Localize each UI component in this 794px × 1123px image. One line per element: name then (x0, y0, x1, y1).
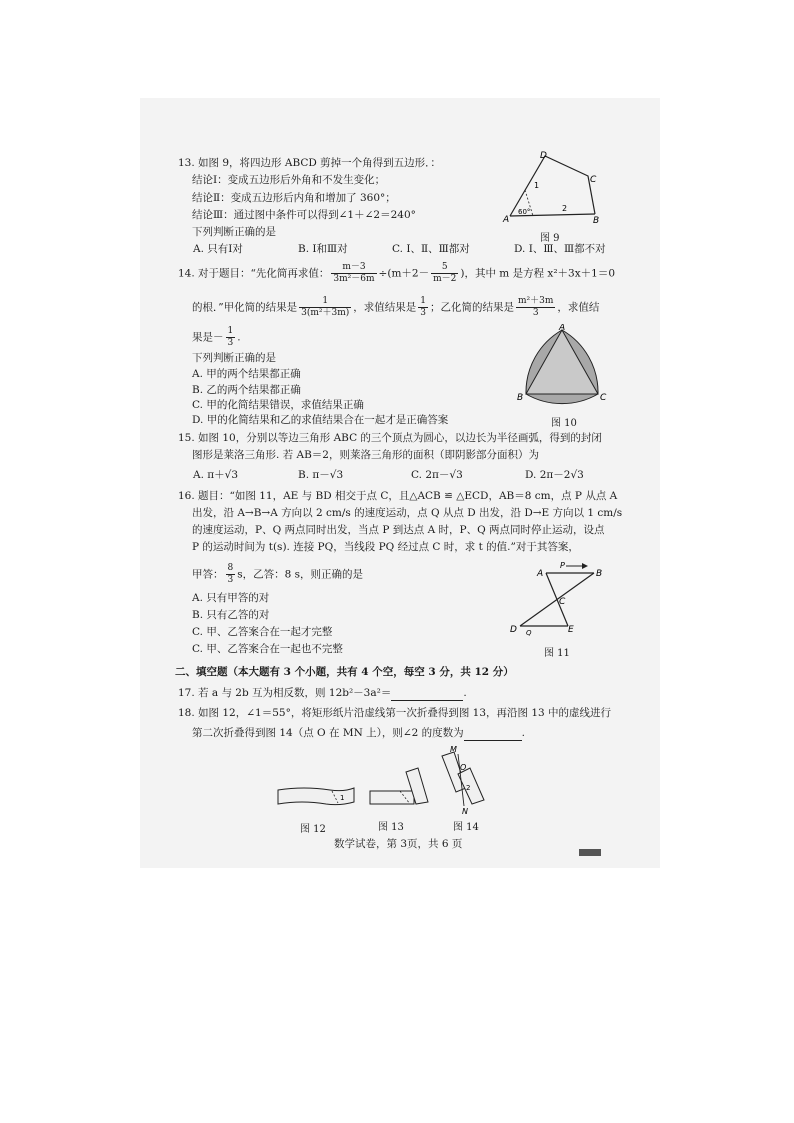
q14-option-d: D. 甲的化简结果和乙的求值结果合在一起才是正确答案 (192, 414, 449, 426)
q13-conclusion-1: 结论Ⅰ：变成五边形后外角和不发生变化； (192, 174, 386, 186)
q14-text-1a: 14. 对于题目：“先化简再求值： (178, 267, 330, 280)
frac-den: 3 (532, 308, 539, 318)
fig11-p-arrowhead (582, 563, 588, 569)
frac-den: m－2 (433, 274, 457, 284)
q16-line-4: P 的运动时间为 t(s). 连接 PQ，当线段 PQ 经过点 C 时，求 t 的值.”对于其答案， (192, 541, 579, 553)
q14-text-2c: ；乙化简的结果是 (430, 301, 515, 314)
q14-text-2b: ，求值结果是 (353, 301, 417, 314)
q16-line-1: 16. 题目：“如图 11，AE 与 BD 相交于点 C，且△ACB ≌ △ECD，AB＝8 cm，点 P 从点 A (178, 490, 618, 502)
fig13-strip (370, 791, 414, 804)
q14-text-1b: ÷(m＋2－ (378, 267, 430, 280)
figures-12-14 (274, 744, 514, 818)
fig12-angle-1: 1 (340, 794, 345, 802)
q14-line-1 (178, 262, 615, 285)
q16-line-2: 出发，沿 A→B→A 方向以 2 cm/s 的速度运动，点 Q 从点 D 出发，沿 D→E 方向以 1 cm/s (192, 507, 623, 519)
q14-line-3 (192, 326, 241, 349)
q16-frac (226, 563, 236, 586)
fig14-label-m: M (450, 745, 457, 754)
q13-option-a: A. 只有Ⅰ对 (193, 243, 243, 255)
frac-den: 3 (227, 575, 234, 585)
q18-line-2 (192, 727, 525, 741)
fig13-caption: 图 13 (378, 822, 404, 833)
fig9-angle-2: 2 (562, 204, 568, 213)
fig10-label-b: B (517, 393, 524, 403)
frac-num: m²＋3m (518, 296, 554, 306)
q14-text-2d: ，求值结 (557, 301, 600, 314)
figure-9 (500, 148, 610, 228)
fig11-label-c: C (559, 597, 566, 607)
fig10-caption: 图 10 (551, 418, 577, 429)
fig9-label-c: C (590, 175, 597, 185)
frac-num: 1 (227, 326, 234, 336)
q18-text: 第二次折叠得到图 14（点 O 在 MN 上），则∠2 的度数为 (192, 727, 464, 739)
q15-option-d: D. 2π－2√3 (525, 469, 584, 481)
fig9-angle-60: 60° (518, 208, 531, 216)
fig14-angle-2: 2 (466, 784, 471, 792)
q14-option-c: C. 甲的化简结果错误，求值结果正确 (192, 399, 364, 411)
figure-12 (278, 788, 354, 805)
fig11-label-e: E (568, 625, 574, 635)
fig11-label-p: P (560, 561, 565, 570)
q14-frac-6 (226, 326, 236, 349)
section-2-heading: 二、填空题（本大题有 3 个小题，共有 4 个空，每空 3 分，共 12 分） (175, 666, 514, 678)
fig11-caption: 图 11 (544, 648, 570, 659)
q15-option-c: C. 2π－√3 (411, 469, 463, 481)
figure-13 (370, 768, 428, 804)
figure-11 (506, 560, 606, 638)
q14-frac-5 (516, 296, 555, 319)
frac-num: 8 (227, 563, 234, 573)
frac-den: 3 (420, 308, 427, 318)
q14-text-2a: 的根．”甲化简的结果是 (192, 301, 298, 314)
q18-line-1: 18. 如图 12，∠1＝55°，将矩形纸片沿虚线第一次折叠得到图 13，再沿图 13 中的虚线进行 (178, 707, 612, 719)
fig14-label-o: O (460, 763, 467, 772)
fig14-label-n: N (462, 807, 468, 816)
q14-judge: 下列判断正确的是 (192, 352, 276, 364)
fig11-segment-bd (520, 573, 594, 626)
fig11-label-q: Q (526, 629, 532, 637)
q13-option-c: C. Ⅰ、Ⅱ、Ⅲ都对 (392, 243, 470, 255)
q14-text-1c: )，其中 m 是方程 x²＋3x＋1＝0 (460, 267, 616, 280)
figure-10 (514, 324, 610, 408)
frac-den: 3(m²＋3m) (301, 308, 350, 318)
q18-answer-blank (464, 727, 522, 741)
q16-answer-b: s，乙答：8 s，则正确的是 (237, 568, 364, 581)
q17-text: 17. 若 a 与 2b 互为相反数，则 12b²－3a²＝ (178, 687, 392, 699)
q18-end: . (521, 727, 526, 739)
q13-conclusion-3: 结论Ⅲ：通过图中条件可以得到∠1＋∠2＝240° (192, 209, 416, 221)
q16-option-a: A. 只有甲答的对 (192, 592, 270, 604)
q14-frac-3 (299, 296, 351, 319)
q13-option-d: D. Ⅰ、Ⅲ、Ⅲ都不对 (514, 243, 606, 255)
q13-option-b: B. Ⅰ和Ⅲ对 (298, 243, 348, 255)
fig9-label-a: A (503, 215, 510, 225)
q15-option-a: A. π＋√3 (193, 469, 239, 481)
fig9-caption: 图 9 (540, 233, 560, 244)
q14-option-a: A. 甲的两个结果都正确 (192, 368, 301, 380)
fig11-label-d: D (510, 625, 517, 635)
fig9-quad-edges (510, 156, 595, 216)
page-marker (579, 849, 601, 856)
q15-line-2: 图形是莱洛三角形. 若 AB＝2，则莱洛三角形的面积（即阴影部分面积）为 (192, 449, 539, 461)
fig10-label-a: A (559, 324, 566, 333)
q13-conclusion-2: 结论Ⅱ：变成五边形后内角和增加了 360°； (192, 192, 396, 204)
fig11-label-a: A (537, 569, 544, 579)
q17-line (178, 687, 467, 701)
fig10-label-c: C (600, 393, 607, 403)
fig9-label-b: B (593, 216, 600, 226)
q16-option-c: C. 甲、乙答案合在一起才完整 (192, 626, 333, 638)
q16-line-3: 的速度运动，P、Q 两点同时出发，当点 P 到达点 A 时，P、Q 两点同时停止运动，设点 (192, 524, 605, 536)
q16-option-d: C. 甲、乙答案合在一起也不完整 (192, 643, 343, 655)
figure-14 (442, 745, 484, 816)
q14-frac-4 (418, 296, 428, 319)
fig12-caption: 图 12 (300, 824, 326, 835)
q14-frac-1 (331, 262, 376, 285)
fig9-label-d: D (540, 151, 547, 161)
q14-text-3b: . (237, 331, 241, 344)
fig9-angle-1: 1 (534, 181, 540, 190)
frac-den: 3m²－6m (333, 274, 375, 284)
q17-end: . (463, 687, 467, 699)
q14-option-b: B. 乙的两个结果都正确 (192, 384, 301, 396)
q14-frac-2 (431, 262, 458, 285)
q16-answers (192, 563, 363, 586)
frac-num: m－3 (331, 262, 376, 274)
frac-den: 3 (227, 338, 234, 348)
q13-judge: 下列判断正确的是 (192, 226, 276, 238)
q14-text-3a: 果是－ (192, 331, 224, 344)
frac-num: 1 (299, 296, 351, 308)
q15-line-1: 15. 如图 10，分别以等边三角形 ABC 的三个顶点为圆心，以边长为半径画弧，得到的封闭 (178, 432, 602, 444)
frac-num: 1 (420, 296, 427, 306)
q15-option-b: B. π－√3 (298, 469, 344, 481)
q14-line-2 (192, 296, 599, 319)
page-footer: 数学试卷，第 3页，共 6 页 (334, 838, 463, 850)
fig11-label-b: B (596, 569, 603, 579)
fig14-caption: 图 14 (453, 822, 479, 833)
q16-option-b: B. 只有乙答的对 (192, 609, 270, 621)
q16-answer-a: 甲答： (192, 568, 224, 581)
q17-answer-blank (391, 687, 463, 701)
frac-num: 5 (431, 262, 458, 274)
q13-stem: 13. 如图 9，将四边形 ABCD 剪掉一个角得到五边形．： (178, 157, 441, 169)
